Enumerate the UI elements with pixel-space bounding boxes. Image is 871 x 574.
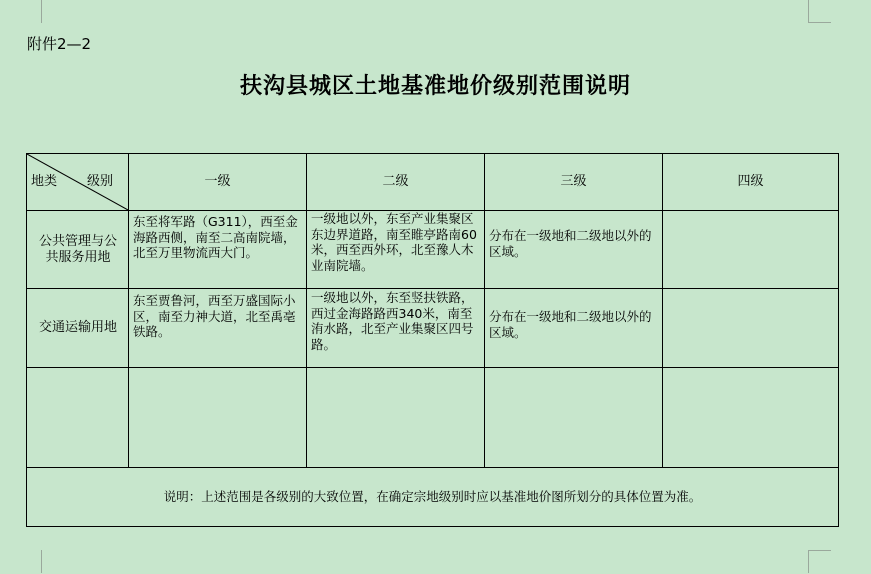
grade-range-table <box>26 153 839 527</box>
corner-label-grade: 级别 <box>87 174 114 189</box>
margin-mark-bottom-right <box>808 550 831 573</box>
grade-header-1: 一级 <box>204 174 231 189</box>
row1-grade2-cell: 一级地以外，东至产业集聚区东边界道路，南至睢亭路南60米，西至西外环，北至豫人木业南院墙。 <box>311 211 477 273</box>
row1-grade3-cell: 分布在一级地和二级地以外的区域。 <box>489 228 652 259</box>
row-divider <box>27 367 838 368</box>
table-note: 说明：上述范围是各级别的大致位置，在确定宗地级别时应以基准地价图所划分的具体位置为准。 <box>163 489 702 504</box>
row2-grade3-cell: 分布在一级地和二级地以外的区域。 <box>489 309 652 340</box>
row-category-transport: 交通运输用地 <box>38 320 117 335</box>
grade-header-3: 三级 <box>560 174 587 189</box>
attachment-label: 附件2—2 <box>27 35 92 53</box>
margin-mark-top-right <box>808 0 831 23</box>
margin-mark-top-left <box>41 0 42 23</box>
row1-grade1-cell: 东至将军路（G311），西至金海路西侧，南至二高南院墙，北至万里物流西大门。 <box>133 214 298 260</box>
row1-grade4-cell <box>663 211 838 288</box>
grade-header-4: 四级 <box>737 174 764 189</box>
row-category-public-service: 公共管理与公共服务用地 <box>38 233 117 265</box>
row2-grade4-cell <box>663 289 838 367</box>
row2-grade2-cell: 一级地以外，东至竖扶铁路，西过金海路路西340米，南至洧水路，北至产业集聚区四号路。 <box>311 290 474 352</box>
margin-mark-bottom-left <box>41 550 42 573</box>
row2-grade1-cell: 东至贾鲁河，西至万盛国际小区，南至力神大道，北至禹亳铁路。 <box>133 293 296 339</box>
grade-header-2: 二级 <box>382 174 409 189</box>
corner-label-category: 地类 <box>31 174 58 189</box>
document-title: 扶沟县城区土地基准地价级别范围说明 <box>239 73 631 99</box>
